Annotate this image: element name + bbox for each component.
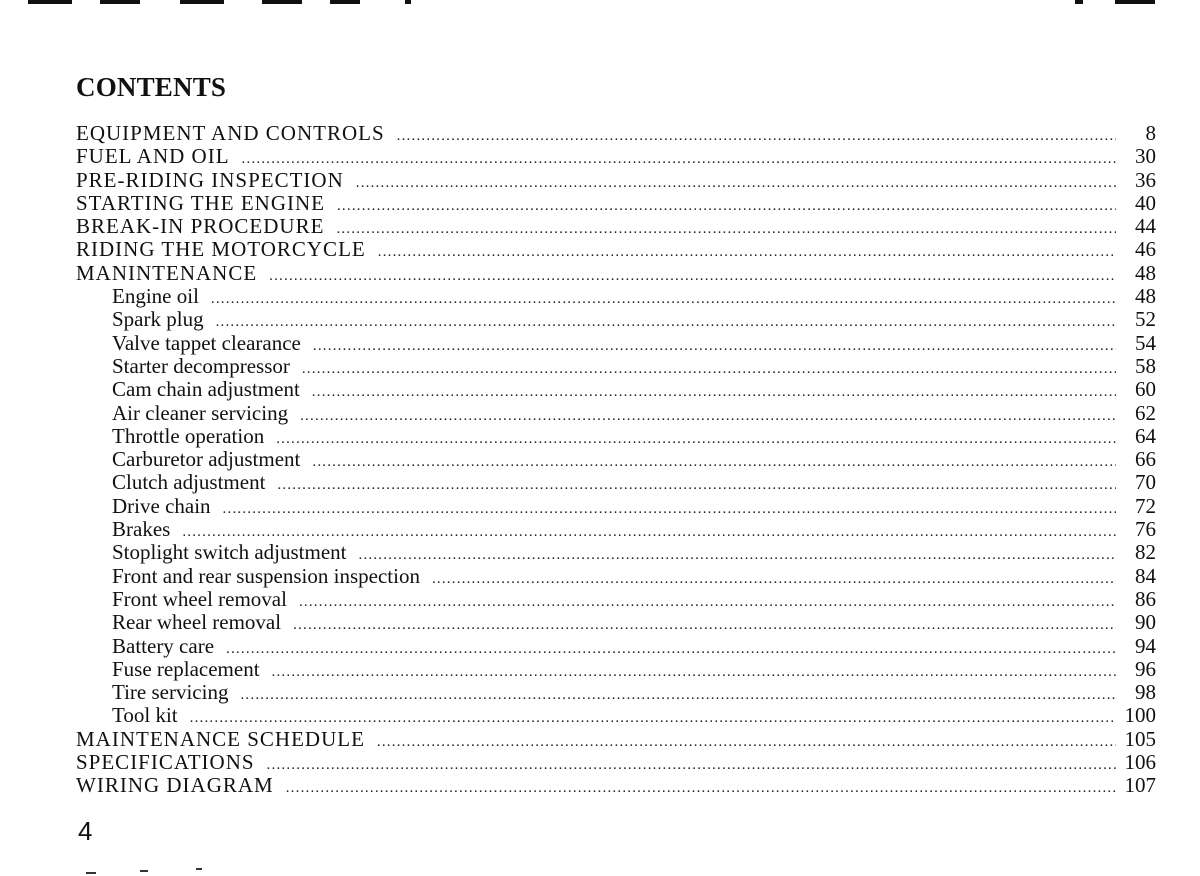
toc-entry-label: WIRING DIAGRAM [76,773,274,798]
toc-entry [76,308,1156,331]
toc-entry-page: 44 [1135,214,1156,239]
edge-mark [140,870,148,872]
dot-leader [276,428,1116,451]
toc-entry-page: 58 [1135,353,1156,378]
toc-entry-label: Air cleaner servicing [112,400,289,425]
toc-entry [76,588,1156,611]
toc-entry-label: MAINTENANCE SCHEDULE [76,726,365,751]
toc-entry [76,635,1156,658]
dot-leader [223,498,1116,521]
toc-entry-label: Front and rear suspension inspection [112,563,420,588]
toc-entry [76,565,1156,588]
dot-leader [286,777,1116,800]
dot-leader [226,638,1116,661]
toc-entry-label: BREAK-IN PROCEDURE [76,214,325,239]
toc-entry [76,611,1156,634]
toc-entry-page: 36 [1135,167,1156,192]
toc-entry [76,448,1156,471]
edge-mark [28,0,72,4]
edge-mark [405,0,411,4]
toc-entry [76,215,1156,238]
toc-entry-page: 84 [1135,563,1156,588]
toc-entry-page: 107 [1124,773,1156,798]
dot-leader [359,544,1117,567]
toc-entry-page: 105 [1124,726,1156,751]
toc-entry [76,145,1156,168]
toc-entry [76,192,1156,215]
toc-entry-label: Cam chain adjustment [112,377,300,402]
toc-entry [76,355,1156,378]
dot-leader [300,405,1116,428]
toc-entry [76,122,1156,145]
dot-leader [312,381,1116,404]
toc-entry [76,728,1156,751]
toc-entry [76,541,1156,564]
dot-leader [378,241,1116,264]
toc-entry-page: 52 [1135,307,1156,332]
toc-entry [76,751,1156,774]
top-edge-marks [0,0,1200,8]
toc-entry-label: Throttle operation [112,423,265,448]
toc-entry-label: SPECIFICATIONS [76,750,255,775]
dot-leader [377,731,1116,754]
toc-entry-page: 70 [1135,470,1156,495]
dot-leader [313,335,1116,358]
toc-entry-page: 66 [1135,447,1156,472]
toc-entry-label: Clutch adjustment [112,470,266,495]
toc-entry-label: MANINTENANCE [76,260,258,285]
dot-leader [272,661,1116,684]
edge-mark [86,872,96,874]
edge-mark [196,868,202,870]
toc-entry-label: Battery care [112,633,215,658]
dot-leader [356,172,1116,195]
toc-entry-label: Spark plug [112,307,204,332]
toc-entry-page: 48 [1135,260,1156,285]
toc-entry-page: 72 [1135,493,1156,518]
dot-leader [432,568,1116,591]
dot-leader [337,195,1116,218]
dot-leader [302,358,1116,381]
toc-entry-page: 40 [1135,190,1156,215]
toc-entry-page: 94 [1135,633,1156,658]
dot-leader [293,614,1116,637]
toc-entry-label: RIDING THE MOTORCYCLE [76,237,366,262]
toc-entry-label: Fuse replacement [112,656,260,681]
toc-entry-label: Front wheel removal [112,586,287,611]
table-of-contents [76,122,1156,798]
toc-entry [76,681,1156,704]
edge-mark [100,0,140,4]
toc-entry-label: Carburetor adjustment [112,447,301,472]
toc-entry-page: 30 [1135,144,1156,169]
dot-leader [277,474,1116,497]
dot-leader [240,684,1116,707]
toc-entry [76,518,1156,541]
toc-entry-page: 62 [1135,400,1156,425]
edge-mark [262,0,302,4]
page-title: CONTENTS [76,72,227,102]
toc-entry-label: Tool kit [112,703,178,728]
toc-entry [76,262,1156,285]
dot-leader [397,125,1116,148]
toc-entry [76,332,1156,355]
toc-entry-label: STARTING THE ENGINE [76,190,325,215]
dot-leader [267,754,1116,777]
toc-entry-label: Brakes [112,517,171,542]
toc-entry-page: 82 [1135,540,1156,565]
toc-entry-page: 98 [1135,680,1156,705]
page-number: 4 [78,816,93,846]
dot-leader [216,311,1116,334]
dot-leader [211,288,1116,311]
dot-leader [269,265,1116,288]
toc-entry [76,425,1156,448]
toc-entry-page: 54 [1135,330,1156,355]
dot-leader [312,451,1116,474]
toc-entry [76,704,1156,727]
toc-entry-label: Valve tappet clearance [112,330,301,355]
toc-entry-page: 46 [1135,237,1156,262]
toc-entry-label: PRE-RIDING INSPECTION [76,167,344,192]
toc-entry-label: FUEL AND OIL [76,144,230,169]
toc-entry-page: 76 [1135,517,1156,542]
edge-mark [1075,0,1083,4]
toc-entry-label: Drive chain [112,493,211,518]
toc-entry-label: Engine oil [112,284,199,309]
toc-entry-label: Rear wheel removal [112,610,282,635]
toc-entry-label: Starter decompressor [112,353,290,378]
toc-entry-page: 106 [1124,750,1156,775]
toc-entry-page: 8 [1145,121,1156,145]
toc-entry [76,471,1156,494]
toc-entry-label: EQUIPMENT AND CONTROLS [76,121,385,145]
edge-mark [180,0,224,4]
toc-entry [76,495,1156,518]
toc-entry [76,774,1156,797]
toc-entry-page: 60 [1135,377,1156,402]
toc-entry [76,285,1156,308]
toc-entry [76,378,1156,401]
toc-entry-label: Tire servicing [112,680,229,705]
edge-mark [1115,0,1155,4]
toc-entry [76,658,1156,681]
toc-entry-page: 96 [1135,656,1156,681]
toc-entry-page: 86 [1135,586,1156,611]
toc-entry-label: Stoplight switch adjustment [112,540,347,565]
toc-entry-page: 48 [1135,284,1156,309]
toc-entry [76,238,1156,261]
bottom-edge-marks [0,868,1200,876]
toc-entry-page: 100 [1124,703,1156,728]
toc-entry [76,169,1156,192]
edge-mark [330,0,360,4]
dot-leader [242,148,1116,171]
toc-entry-page: 64 [1135,423,1156,448]
toc-entry [76,402,1156,425]
toc-entry-page: 90 [1135,610,1156,635]
dot-leader [336,218,1116,241]
dot-leader [299,591,1116,614]
